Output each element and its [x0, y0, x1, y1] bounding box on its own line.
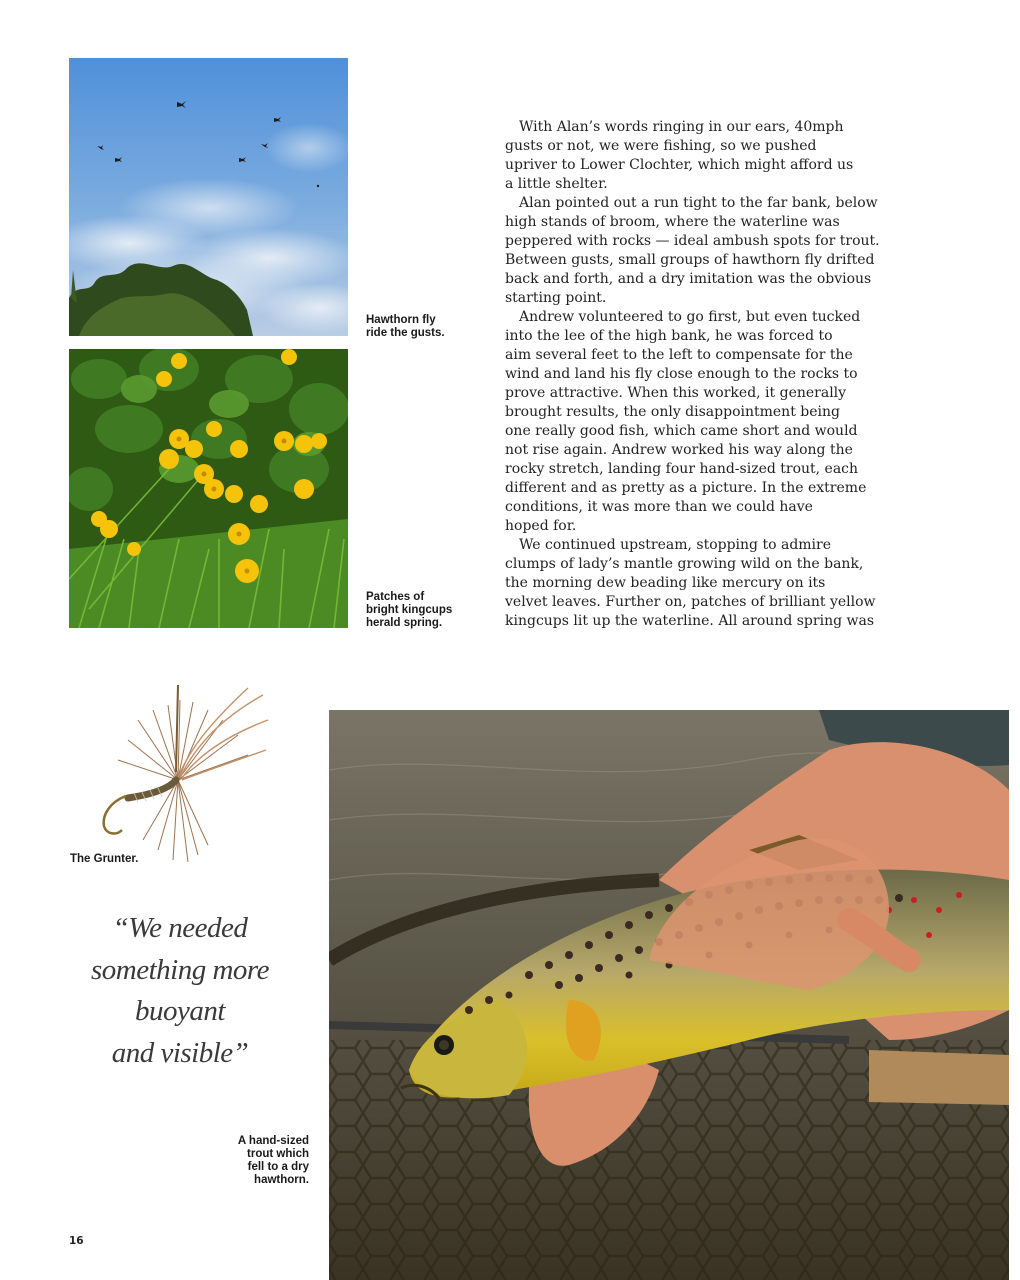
article-line: brought results, the only disappointment being: [505, 404, 840, 420]
hawthorn-sky-photo: [69, 58, 348, 336]
pull-quote-line: buoyant: [135, 995, 225, 1027]
caption-line: fell to a dry: [247, 1161, 309, 1173]
caption-line: bright kingcups: [366, 604, 453, 616]
grunter-fly-illustration: [98, 680, 274, 870]
article-line: back and forth, and a dry imitation was the obvious: [505, 271, 872, 287]
article-line: velvet leaves. Further on, patches of brilliant yellow: [505, 594, 876, 610]
article-line: rocky stretch, landing four hand-sized trout, each: [505, 461, 859, 477]
article-line: peppered with rocks — ideal ambush spots for trout.: [505, 233, 880, 249]
article-line: not rise again. Andrew worked his way along the: [505, 442, 853, 458]
caption-line: Patches of: [366, 591, 425, 603]
article-line: wind and land his fly close enough to the rocks to: [505, 366, 858, 382]
pull-quote-line: something more: [91, 953, 269, 986]
hawthorn-caption: [366, 314, 445, 340]
pull-quote-line: and visible”: [111, 1036, 249, 1069]
caption-line: herald spring.: [366, 617, 443, 629]
article-line: hoped for.: [505, 518, 577, 534]
article-line: conditions, it was more than we could have: [505, 499, 813, 515]
caption-line: hawthorn.: [254, 1174, 309, 1186]
article-line: kingcups lit up the waterline. All around spring was: [505, 613, 875, 629]
article-line: Andrew volunteered to go first, but even tucked: [519, 309, 861, 325]
article-line: into the lee of the high bank, he was forced to: [505, 328, 833, 344]
caption-line: Hawthorn fly: [366, 314, 436, 326]
article-line: Between gusts, small groups of hawthorn fly drifted: [505, 252, 875, 268]
trout-photo: [329, 710, 1009, 1280]
caption-line: trout which: [247, 1148, 309, 1160]
article-line: aim several feet to the left to compensate for the: [505, 347, 853, 363]
article-line: clumps of lady’s mantle growing wild on the bank,: [505, 556, 864, 572]
trout-caption: [190, 1135, 309, 1187]
caption-line: The Grunter.: [70, 853, 139, 865]
pull-quote: [60, 908, 300, 1074]
article-line: different and as pretty as a picture. In the extreme: [505, 480, 867, 496]
article-line: upriver to Lower Clochter, which might afford us: [505, 157, 854, 173]
article-line: a little shelter.: [505, 176, 608, 192]
article-line: one really good fish, which came short and would: [505, 423, 858, 439]
pull-quote-line: “We needed: [112, 912, 248, 944]
article-body: [505, 118, 880, 631]
article-line: prove attractive. When this worked, it generally: [505, 385, 847, 401]
grunter-caption: [70, 853, 138, 866]
page-number: 16: [69, 1235, 84, 1247]
article-line: starting point.: [505, 290, 607, 306]
article-line: high stands of broom, where the waterline was: [505, 214, 840, 230]
kingcups-photo: [69, 349, 348, 628]
article-line: gusts or not, we were fishing, so we pushed: [505, 138, 817, 154]
caption-line: ride the gusts.: [366, 327, 445, 339]
article-line: We continued upstream, stopping to admire: [519, 537, 832, 553]
caption-line: A hand-sized: [237, 1135, 309, 1147]
kingcups-caption: [366, 591, 452, 630]
article-line: Alan pointed out a run tight to the far bank, below: [519, 195, 878, 211]
article-line: the morning dew beading like mercury on its: [505, 575, 826, 591]
article-line: With Alan’s words ringing in our ears, 40mph: [519, 119, 844, 135]
